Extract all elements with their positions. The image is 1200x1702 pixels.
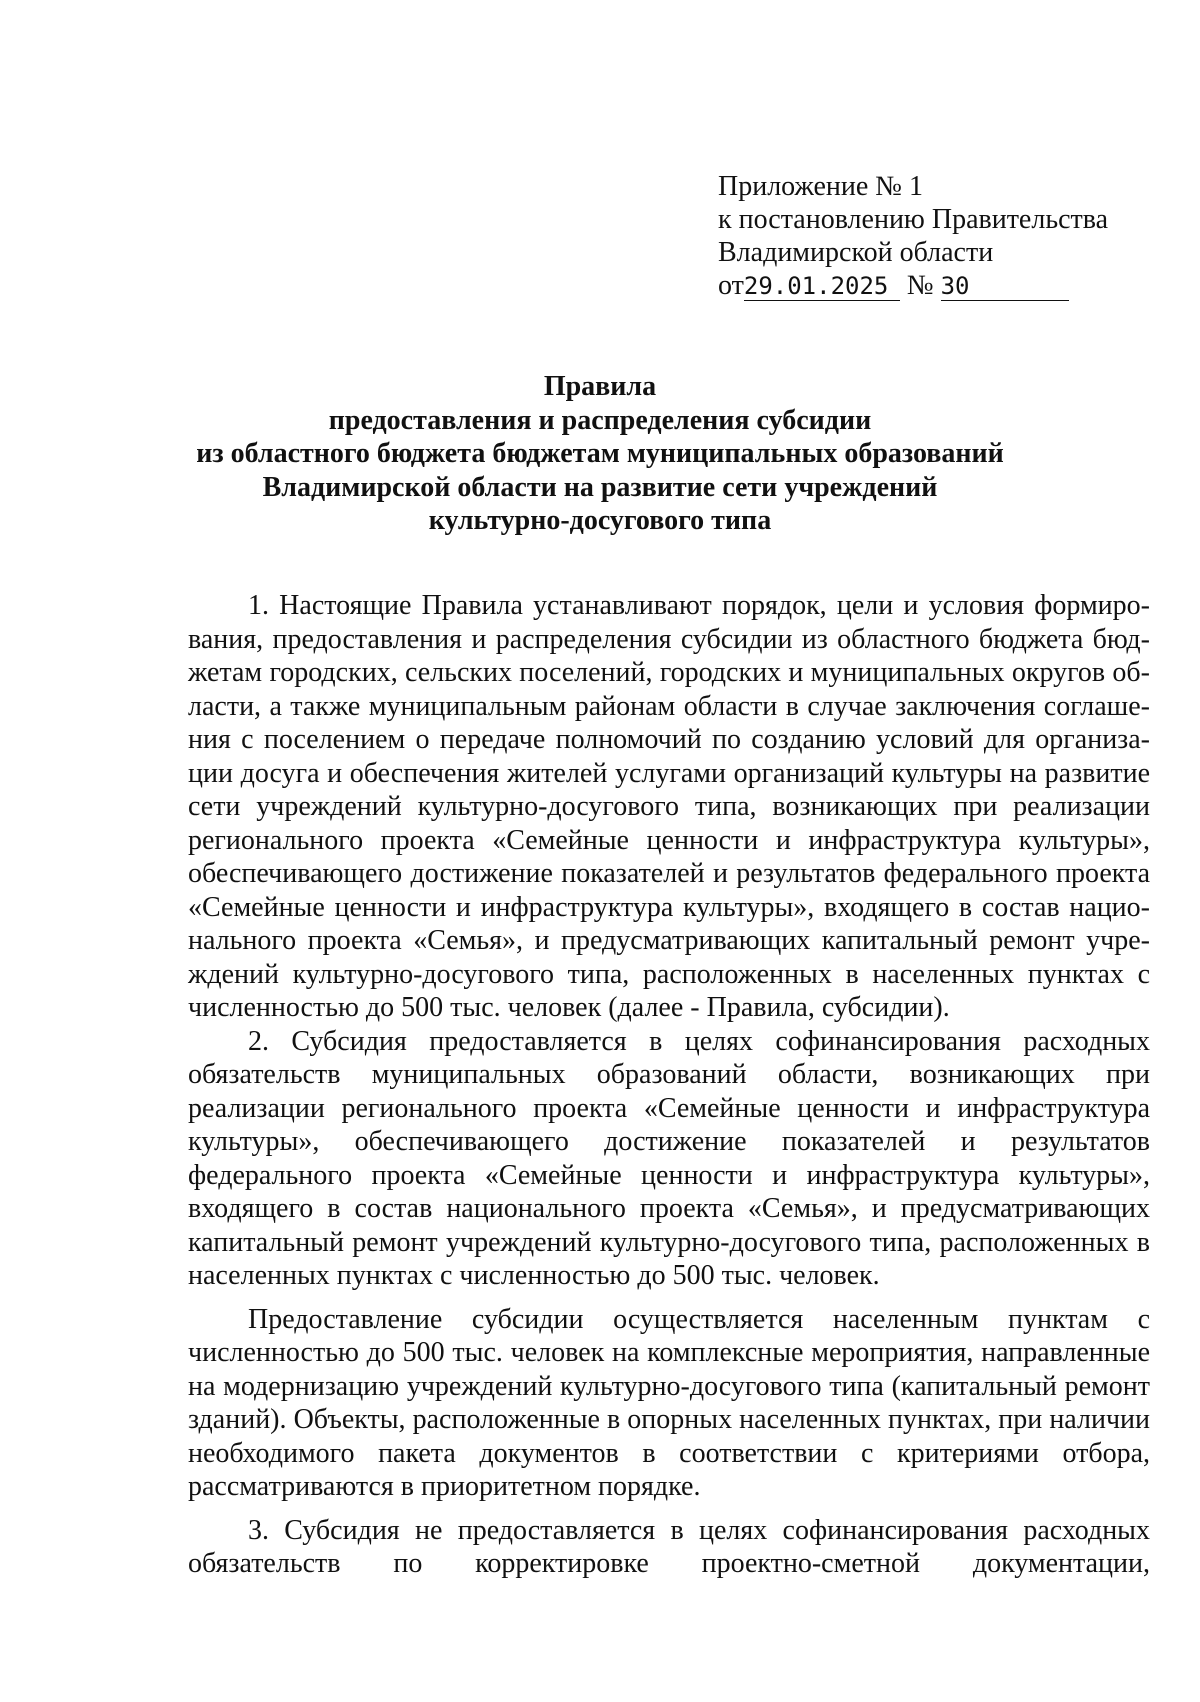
title-line-2: предоставления и распределения субсидии	[328, 404, 872, 436]
appendix-block	[718, 170, 1158, 302]
title-line-3: из областного бюджета бюджетам муниципальных образований	[196, 438, 1004, 469]
date-prefix: от	[718, 270, 744, 301]
appendix-resolution-ref: к постановлению Правительства	[718, 204, 1109, 235]
paragraph-3: 3. Субсидия не предоставляется в целях софинансирования расходных обязательств по корректировке проектно-сметной документации,	[188, 1514, 1150, 1579]
paragraph-2: 2. Субсидия предоставляется в целях софинансирования расходных обязательств муниципальных образований области, возникающих при реализации регионального проекта «Семейные ценности и инфраструктура культуры», обеспечивающего достижение показателей и результатов федерального проекта «Семейные ценности и инфраструктура культуры», входящего в состав национального проекта «Семья», и предусматривающих капитальный ремонт учреждений культурно-досугового типа, расположенных в населенных пунктах с численностью до 500 тыс. человек.	[188, 1025, 1150, 1291]
document-title	[150, 370, 1050, 538]
number-prefix: №	[906, 270, 934, 301]
resolution-number: 30	[941, 272, 1069, 301]
appendix-date-number-line	[718, 269, 1158, 302]
document-body	[188, 589, 1150, 1581]
title-line-5: культурно-досугового типа	[428, 505, 772, 536]
resolution-date: 29.01.2025	[744, 272, 900, 301]
appendix-label: Приложение № 1	[718, 171, 923, 202]
title-line-4: Владимирской области на развитие сети учреждений	[262, 471, 938, 503]
title-line-1: Правила	[543, 371, 657, 402]
appendix-region: Владимирской области	[718, 237, 994, 268]
paragraph-1: 1. Настоящие Правила устанавливают порядок, цели и условия формирования, предоставления и распределения субсидии из областного бюджета бюджетам городских, сельских поселений, городских и муниципальных округов области, а также муниципальным районам области в случае заключения соглашения с поселением о передаче полномочий по созданию условий для организации досуга и обеспечения жителей услугами организаций культуры на развитие сети учреждений культурно-досугового типа, возникающих при реализации регионального проекта «Семейные ценности и инфраструктура культуры», обеспечивающего достижение показателей и результатов федерального проекта «Семейные ценности и инфраструктура культуры», входящего в состав национального проекта «Семья», и предусматривающих капитальный ремонт учреждений культурно-досугового типа, расположенных в населенных пунктах с численностью до 500 тыс. человек (далее - Правила, субсидии).	[188, 590, 1150, 1023]
paragraph-2-continuation: Предоставление субсидии осуществляется населенным пунктам с численностью до 500 тыс. человек на комплексные мероприятия, направленные на модернизацию учреждений культурно-досугового типа (капитальный ремонт зданий). Объекты, расположенные в опорных населенных пунктах, при наличии необходимого пакета документов в соответствии с критериями отбора, рассматриваются в приоритетном порядке.	[188, 1303, 1150, 1502]
